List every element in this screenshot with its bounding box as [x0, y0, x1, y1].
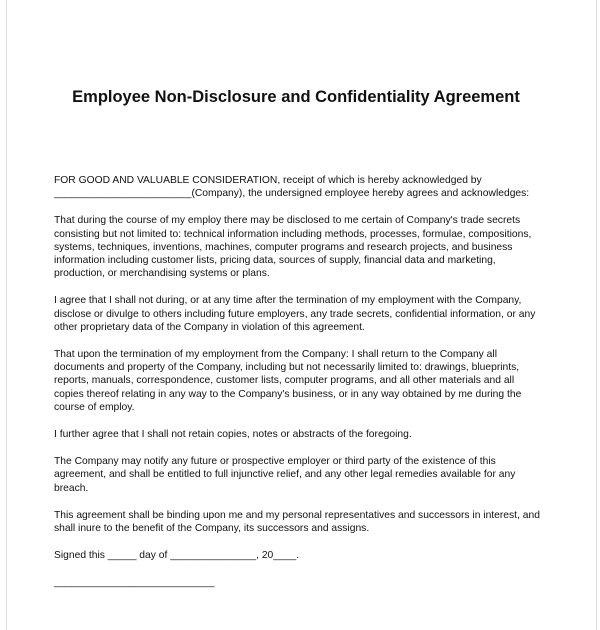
- paragraph-no-copies: I further agree that I shall not retain copies, notes or abstracts of the foregoing.: [54, 429, 412, 441]
- signature-line: ____________________________: [54, 577, 215, 589]
- document-body: [54, 174, 544, 604]
- paragraph-return-property: That upon the termination of my employment from the Company: I shall return to the Company all documents and property of the Company, including but not necessarily limited to: drawings, blueprints, reports, manuals, correspondence, customer lists, computer programs, and all other materials and all copies thereof relating in any way to the Company's business, or in any way obtained by me during the course of employ.: [54, 349, 522, 413]
- paragraph-consideration: FOR GOOD AND VALUABLE CONSIDERATION, receipt of which is hereby acknowledged by ________________________(Company), the undersigned employee hereby agrees and acknowledges:: [54, 175, 530, 200]
- paragraph-non-disclosure: I agree that I shall not during, or at any time after the termination of my employment with the Company, disclose or divulge to others including future employers, any trade secrets, confidential information, or any other proprietary data of the Company in violation of this agreement.: [54, 295, 536, 333]
- paragraph-binding: This agreement shall be binding upon me and my personal representatives and successors in interest, and shall inure to the benefit of the Company, its successors and assigns.: [54, 509, 540, 535]
- page-left-edge: [0, 0, 7, 630]
- page-right-edge: [596, 0, 600, 630]
- paragraph-trade-secrets: That during the course of my employ there may be disclosed to me certain of Company's trade secrets consisting but not limited to: technical information including methods, processes, formulae, compositions, systems, techniques, inventions, machines, computer programs and research projects, and business information including customer lists, pricing data, sources of supply, financial data and marketing, production, or merchandising systems or plans.: [54, 215, 532, 280]
- paragraph-notification: The Company may notify any future or prospective employer or third party of the existence of this agreement, and shall be entitled to full injunctive relief, and any other legal remedies available for any breach.: [54, 456, 516, 494]
- signed-date-line: Signed this _____ day of _______________, 20____.: [54, 550, 300, 562]
- document-title: Employee Non-Disclosure and Confidentiality Agreement: [72, 88, 520, 106]
